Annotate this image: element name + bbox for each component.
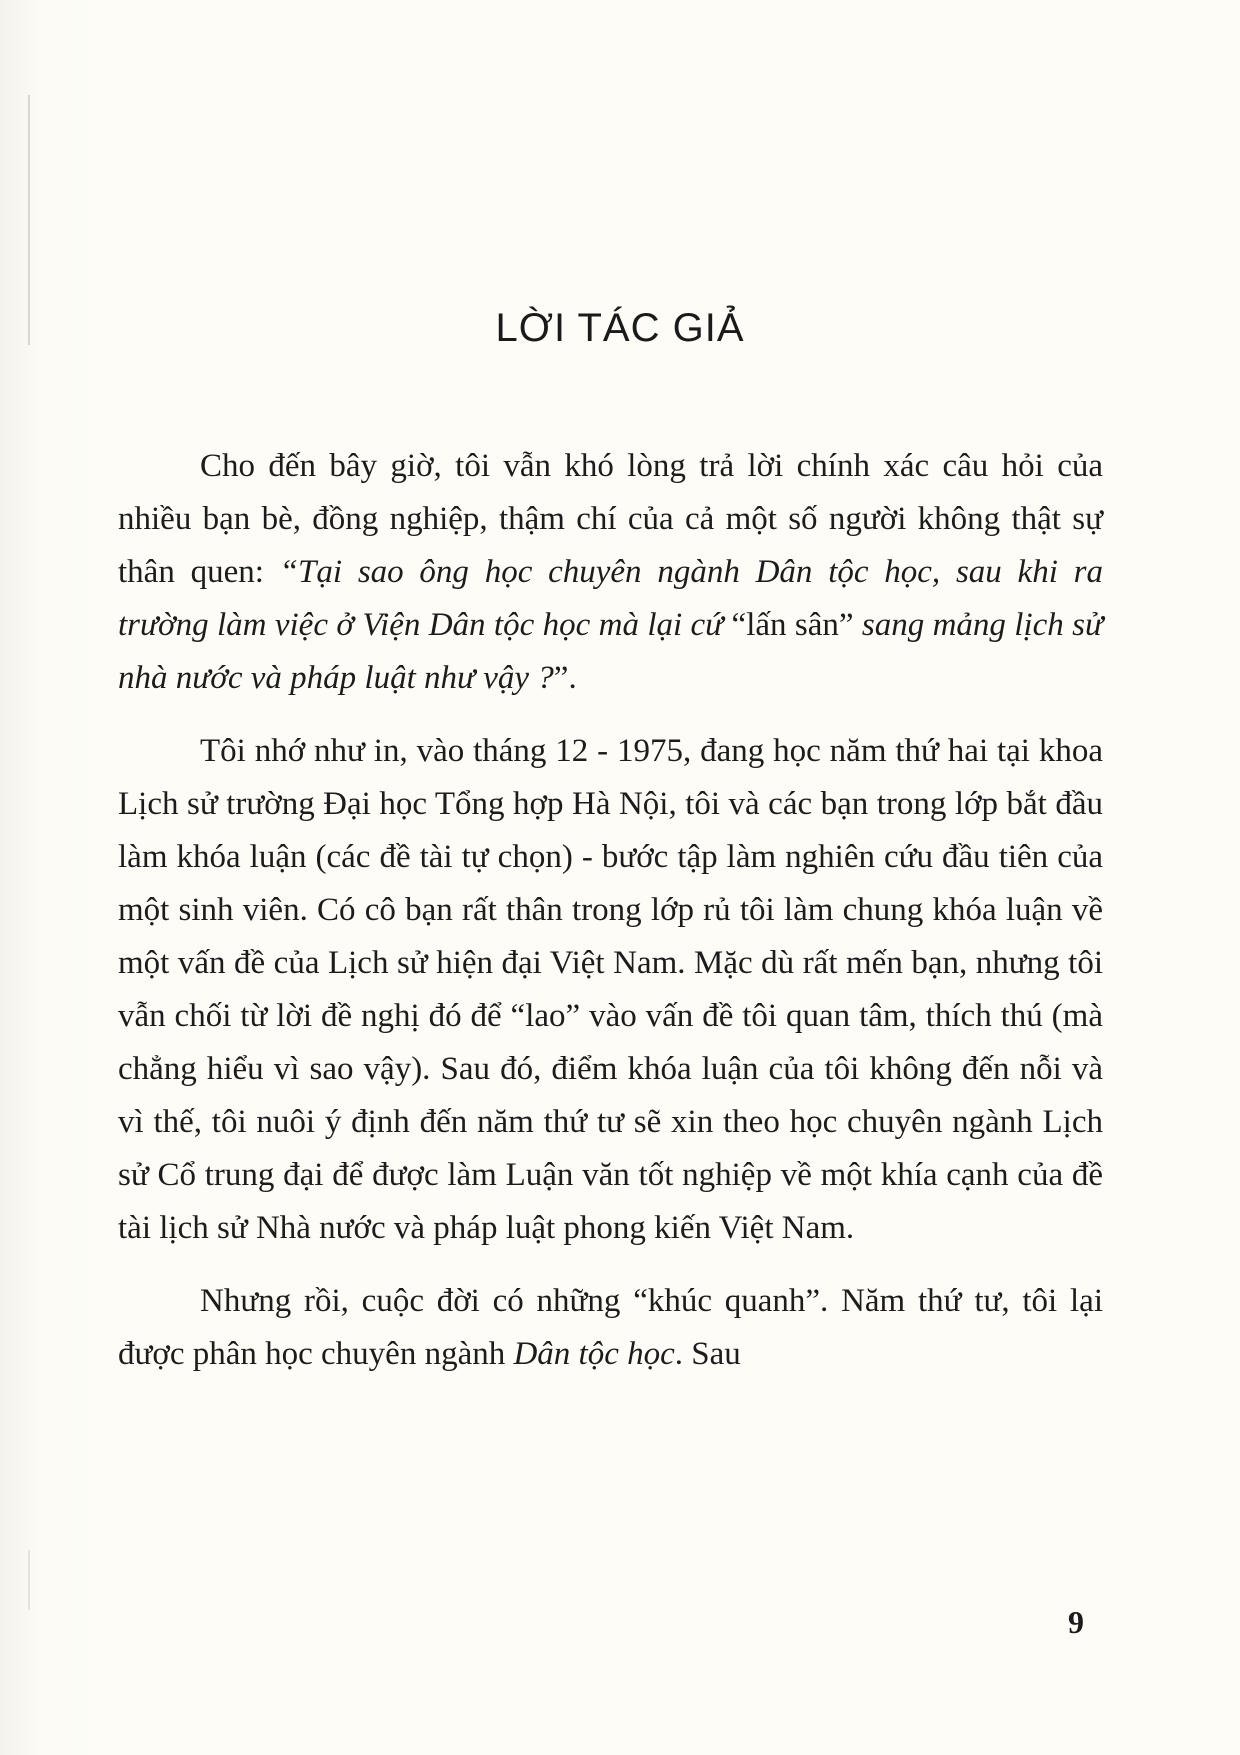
- italic-segment: Dân tộc học: [513, 1336, 675, 1372]
- text-segment: . Sau: [674, 1336, 741, 1372]
- italic-segment: sang mảng lịch sử nhà nước và pháp luật như vậy ?: [118, 607, 1103, 696]
- text-segment: Cho đến bây giờ, tôi vẫn khó lòng trả lời chính xác câu hỏi của nhiều bạn bè, đồng nghiệp, thậm chí của cả một số người không thật sự thân quen:: [118, 448, 1103, 590]
- body-text: [118, 440, 1103, 1401]
- text-segment: Tôi nhớ như in, vào tháng 12 - 1975, đang học năm thứ hai tại khoa Lịch sử trường Đại học Tổng hợp Hà Nội, tôi và các bạn trong lớp bắt đầu làm khóa luận (các đề tài tự chọn) - bước tập làm nghiên cứu đầu tiên của một sinh viên. Có cô bạn rất thân trong lớp rủ tôi làm chung khóa luận về một vấn đề của Lịch sử hiện đại Việt Nam. Mặc dù rất mến bạn, nhưng tôi vẫn chối từ lời đề nghị đó để “lao” vào vấn đề tôi quan tâm, thích thú (mà chẳng hiểu vì sao vậy). Sau đó, điểm khóa luận của tôi không đến nỗi và vì thế, tôi nuôi ý định đến năm thứ tư sẽ xin theo học chuyên ngành Lịch sử Cổ trung đại để được làm Luận văn tốt nghiệp về một khía cạnh của đề tài lịch sử Nhà nước và pháp luật phong kiến Việt Nam.: [118, 733, 1103, 1246]
- page-edge-shadow-lower: [28, 1550, 30, 1610]
- chapter-title: LỜI TÁC GIẢ: [495, 306, 745, 350]
- page-number: 9: [1068, 1604, 1084, 1640]
- paragraph-3: [118, 1275, 1103, 1381]
- text-segment: “lấn sân”: [731, 607, 862, 643]
- italic-segment: “Tại sao ông học chuyên ngành Dân tộc học, sau khi ra trường làm việc ở Viện Dân tộc học mà lại cứ: [118, 554, 1103, 643]
- paragraph-2: [118, 725, 1103, 1255]
- paragraph-1: [118, 440, 1103, 705]
- text-segment: Nhưng rồi, cuộc đời có những “khúc quanh”. Năm thứ tư, tôi lại được phân học chuyên ngành: [118, 1283, 1103, 1372]
- text-segment: ”.: [553, 660, 577, 696]
